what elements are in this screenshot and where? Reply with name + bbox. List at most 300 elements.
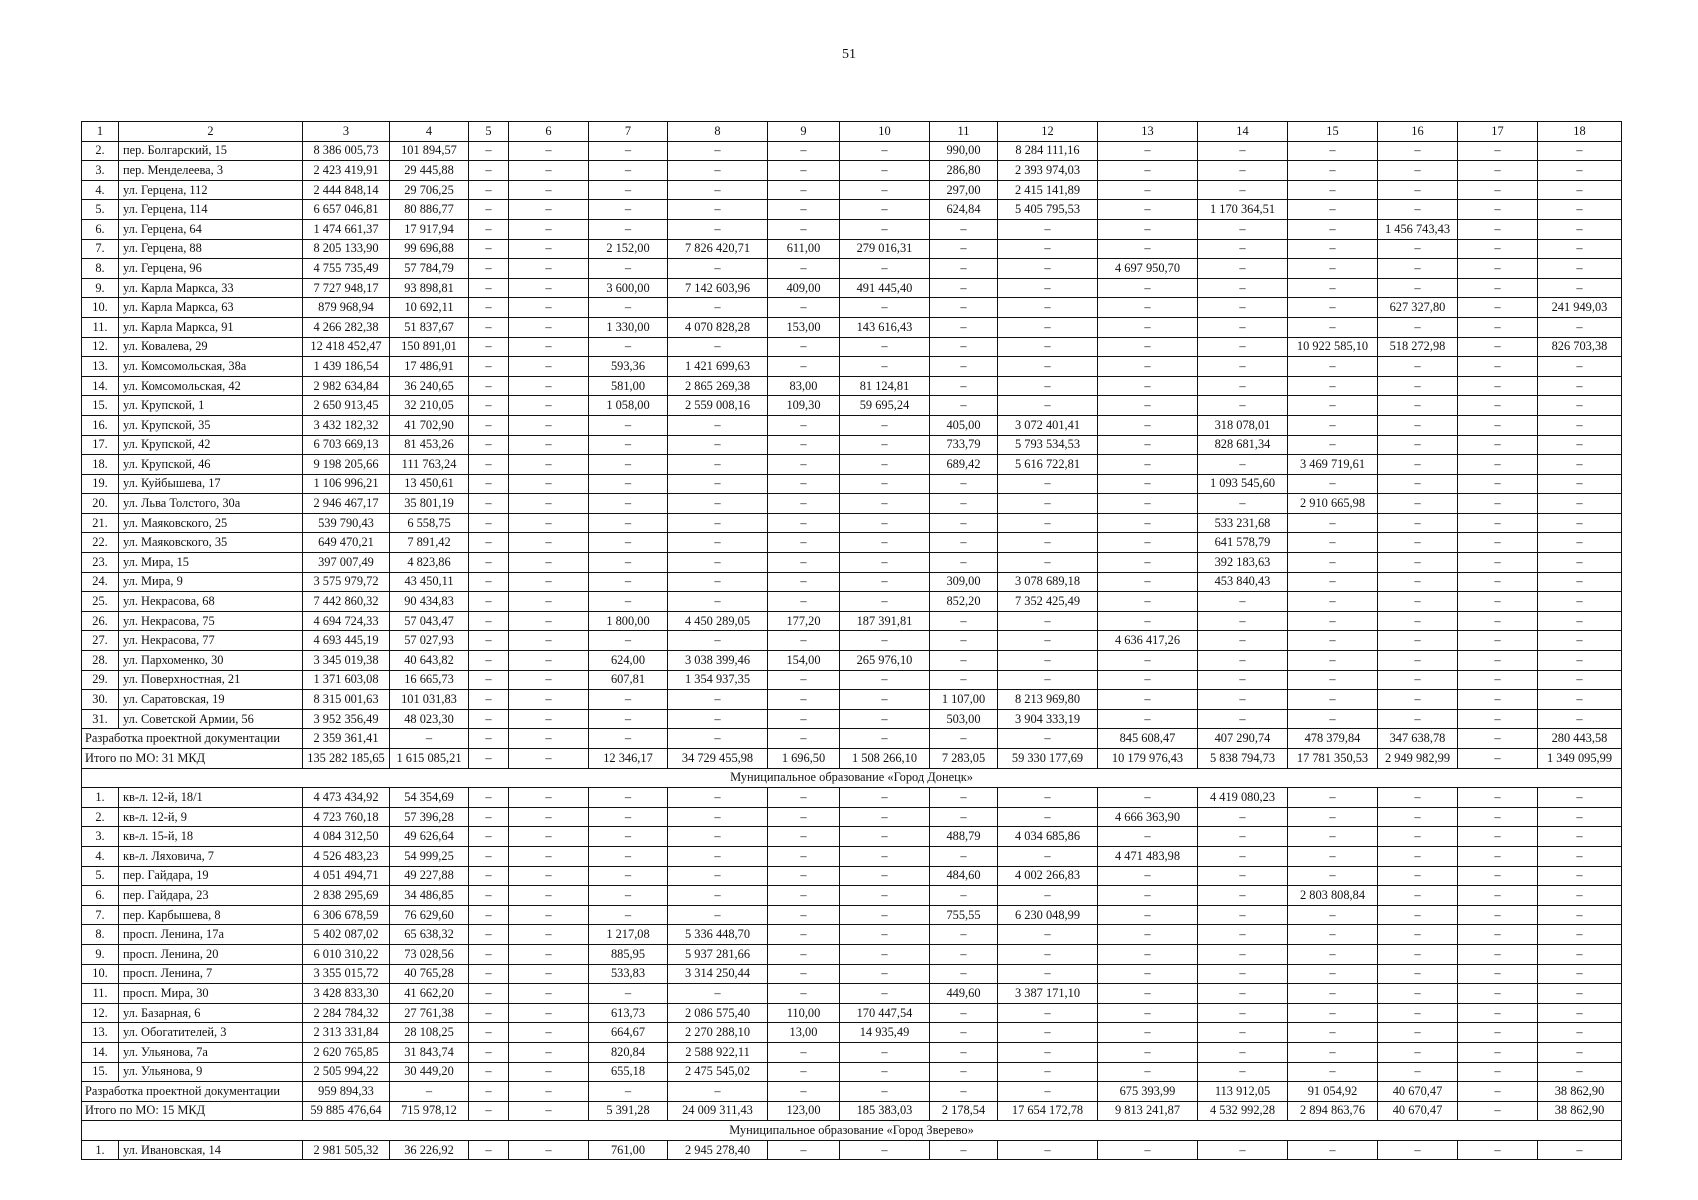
value-cell: – [1378,161,1458,181]
value-cell: 30 449,20 [390,1062,469,1082]
value-cell: – [1288,866,1378,886]
value-cell: – [1098,1023,1198,1043]
value-cell: – [840,886,930,906]
value-cell: – [768,925,840,945]
address-cell: ул. Комсомольская, 38а [119,357,303,377]
value-cell: – [1458,886,1538,906]
value-cell: 4 034 685,86 [998,827,1098,847]
value-cell: – [509,905,589,925]
value-cell: – [1538,376,1622,396]
value-cell: – [1288,239,1378,259]
value-cell: – [589,631,668,651]
table-row [82,807,1622,827]
value-cell: – [1538,200,1622,220]
value-cell: – [1378,592,1458,612]
value-cell: – [1198,611,1288,631]
row-number: 18. [82,455,119,475]
value-cell: – [1538,1062,1622,1082]
value-cell: 29 706,25 [390,180,469,200]
value-cell: – [1098,435,1198,455]
summary-value-cell: – [469,749,509,769]
value-cell: 533,83 [589,964,668,984]
value-cell: – [998,239,1098,259]
value-cell: 297,00 [930,180,998,200]
value-cell: 664,67 [589,1023,668,1043]
value-cell: – [1458,866,1538,886]
value-cell: – [589,259,668,279]
value-cell: – [1538,788,1622,808]
row-number: 17. [82,435,119,455]
value-cell: 607,81 [589,670,668,690]
value-cell: – [589,846,668,866]
value-cell: – [768,337,840,357]
column-number-cell: 6 [509,122,589,142]
value-cell: – [768,1140,840,1160]
value-cell: – [840,1042,930,1062]
value-cell: – [1378,572,1458,592]
value-cell: – [509,944,589,964]
value-cell: – [930,357,998,377]
value-cell: – [1538,161,1622,181]
value-cell: 54 999,25 [390,846,469,866]
value-cell: 28 108,25 [390,1023,469,1043]
value-cell: 6 306 678,59 [303,905,390,925]
value-cell: – [509,572,589,592]
value-cell: – [1538,219,1622,239]
value-cell: – [1538,317,1622,337]
value-cell: – [1288,376,1378,396]
value-cell: – [998,474,1098,494]
value-cell: – [930,670,998,690]
address-cell: ул. Ивановская, 14 [119,1140,303,1160]
value-cell: – [998,376,1098,396]
value-cell: – [768,944,840,964]
value-cell: – [509,1042,589,1062]
summary-value-cell: – [469,1082,509,1102]
summary-row [82,1101,1622,1121]
value-cell: 627 327,80 [1378,298,1458,318]
value-cell: – [1458,161,1538,181]
value-cell: 2 415 141,89 [998,180,1098,200]
value-cell: – [1098,141,1198,161]
value-cell: – [509,200,589,220]
value-cell: – [668,846,768,866]
value-cell: – [1198,278,1288,298]
value-cell: 4 526 483,23 [303,846,390,866]
summary-value-cell: 675 393,99 [1098,1082,1198,1102]
summary-value-cell: 280 443,58 [1538,729,1622,749]
value-cell: – [840,964,930,984]
value-cell: – [1198,1003,1288,1023]
summary-value-cell: 1 508 266,10 [840,749,930,769]
summary-value-cell: – [668,729,768,749]
value-cell: 99 696,88 [390,239,469,259]
value-cell: – [768,533,840,553]
value-cell: – [1458,984,1538,1004]
column-number-cell: 11 [930,122,998,142]
value-cell: – [1538,631,1622,651]
table-row [82,455,1622,475]
value-cell: – [768,866,840,886]
value-cell: – [1288,180,1378,200]
page-number: 51 [842,47,856,62]
table-row [82,944,1622,964]
value-cell: 8 213 969,80 [998,690,1098,710]
address-cell: пер. Карбышева, 8 [119,905,303,925]
value-cell: – [1458,807,1538,827]
value-cell: – [930,494,998,514]
value-cell: 5 616 722,81 [998,455,1098,475]
value-cell: – [930,219,998,239]
value-cell: – [1458,396,1538,416]
table-row [82,631,1622,651]
summary-value-cell: – [930,729,998,749]
value-cell: – [589,807,668,827]
address-cell: ул. Базарная, 6 [119,1003,303,1023]
value-cell: – [1198,396,1288,416]
value-cell: – [668,905,768,925]
value-cell: – [1378,533,1458,553]
value-cell: 7 442 860,32 [303,592,390,612]
value-cell: – [1458,964,1538,984]
value-cell: – [668,337,768,357]
value-cell: 153,00 [768,317,840,337]
value-cell: – [509,298,589,318]
value-cell: 624,84 [930,200,998,220]
value-cell: 2 620 765,85 [303,1042,390,1062]
value-cell: 755,55 [930,905,998,925]
value-cell: – [998,925,1098,945]
value-cell: – [509,925,589,945]
value-cell: 4 084 312,50 [303,827,390,847]
value-cell: – [840,631,930,651]
value-cell: – [1098,592,1198,612]
value-cell: – [768,415,840,435]
value-cell: 5 402 087,02 [303,925,390,945]
value-cell: – [469,298,509,318]
value-cell: – [469,944,509,964]
value-cell: – [840,435,930,455]
value-cell: – [1288,631,1378,651]
value-cell: – [509,592,589,612]
value-cell: – [930,317,998,337]
summary-value-cell: 1 696,50 [768,749,840,769]
value-cell: 3 355 015,72 [303,964,390,984]
value-cell: – [1098,455,1198,475]
value-cell: 3 387 171,10 [998,984,1098,1004]
value-cell: – [1288,984,1378,1004]
value-cell: – [469,846,509,866]
value-cell: – [1098,161,1198,181]
address-cell: ул. Герцена, 88 [119,239,303,259]
value-cell: – [1538,846,1622,866]
value-cell: – [1288,670,1378,690]
value-cell: – [1378,415,1458,435]
value-cell: – [930,1062,998,1082]
value-cell: 27 761,38 [390,1003,469,1023]
value-cell: – [998,944,1098,964]
value-cell: – [668,494,768,514]
address-cell: ул. Крупской, 46 [119,455,303,475]
table-row [82,670,1622,690]
value-cell: 1 107,00 [930,690,998,710]
value-cell: – [1378,259,1458,279]
table-row [82,259,1622,279]
value-cell: 48 023,30 [390,709,469,729]
value-cell: – [930,278,998,298]
column-number-cell: 16 [1378,122,1458,142]
value-cell: – [509,317,589,337]
value-cell: – [840,141,930,161]
row-number: 25. [82,592,119,612]
value-cell: – [1198,239,1288,259]
value-cell: – [1198,141,1288,161]
value-cell: – [509,474,589,494]
value-cell: – [509,670,589,690]
value-cell: 613,73 [589,1003,668,1023]
value-cell: – [1288,357,1378,377]
value-cell: – [1288,259,1378,279]
value-cell: – [1538,807,1622,827]
summary-value-cell: 9 813 241,87 [1098,1101,1198,1121]
value-cell: 13 450,61 [390,474,469,494]
value-cell: – [509,455,589,475]
value-cell: 1 170 364,51 [1198,200,1288,220]
value-cell: – [840,533,930,553]
summary-row [82,729,1622,749]
value-cell: 57 784,79 [390,259,469,279]
value-cell: – [1378,435,1458,455]
value-cell: – [589,592,668,612]
value-cell: – [469,455,509,475]
table-row [82,553,1622,573]
value-cell: – [1458,200,1538,220]
row-number: 4. [82,180,119,200]
value-cell: – [998,788,1098,808]
value-cell: 3 904 333,19 [998,709,1098,729]
address-cell: ул. Герцена, 96 [119,259,303,279]
summary-value-cell: 1 615 085,21 [390,749,469,769]
value-cell: 57 027,93 [390,631,469,651]
value-cell: – [469,415,509,435]
summary-value-cell: 123,00 [768,1101,840,1121]
table-row [82,1003,1622,1023]
value-cell: 57 043,47 [390,611,469,631]
value-cell: – [1098,886,1198,906]
value-cell: – [930,553,998,573]
table-body [82,141,1622,1160]
address-cell: ул. Мира, 9 [119,572,303,592]
value-cell: – [1288,553,1378,573]
value-cell: – [930,631,998,651]
value-cell: 76 629,60 [390,905,469,925]
value-cell: – [840,180,930,200]
value-cell: 733,79 [930,435,998,455]
value-cell: – [589,337,668,357]
value-cell: – [1098,533,1198,553]
value-cell: – [1198,1140,1288,1160]
address-cell: ул. Ковалева, 29 [119,337,303,357]
table-row [82,886,1622,906]
table-row [82,219,1622,239]
value-cell: 1 330,00 [589,317,668,337]
table-row [82,1062,1622,1082]
address-cell: просп. Ленина, 17а [119,925,303,945]
value-cell: – [1288,415,1378,435]
value-cell: 8 315 001,63 [303,690,390,710]
value-cell: – [840,474,930,494]
value-cell: – [1458,357,1538,377]
summary-value-cell: 12 346,17 [589,749,668,769]
value-cell: 3 345 019,38 [303,651,390,671]
value-cell: 309,00 [930,572,998,592]
value-cell: 885,95 [589,944,668,964]
value-cell: – [1458,905,1538,925]
value-cell: 1 474 661,37 [303,219,390,239]
summary-value-cell: 113 912,05 [1198,1082,1288,1102]
value-cell: – [469,474,509,494]
value-cell: – [1458,180,1538,200]
summary-value-cell: 40 670,47 [1378,1101,1458,1121]
table-row [82,376,1622,396]
value-cell: – [509,396,589,416]
value-cell: 83,00 [768,376,840,396]
value-cell: – [589,494,668,514]
value-cell: – [668,161,768,181]
value-cell: – [1098,239,1198,259]
value-cell: – [1458,572,1538,592]
value-cell: 43 450,11 [390,572,469,592]
value-cell: 170 447,54 [840,1003,930,1023]
value-cell: 2 393 974,03 [998,161,1098,181]
row-number: 9. [82,278,119,298]
summary-value-cell: – [1458,749,1538,769]
value-cell: 2 505 994,22 [303,1062,390,1082]
value-cell: – [768,474,840,494]
value-cell: – [840,709,930,729]
value-cell: – [930,337,998,357]
value-cell: – [1288,278,1378,298]
value-cell: – [469,631,509,651]
value-cell: – [668,807,768,827]
value-cell: – [768,357,840,377]
summary-row [82,1082,1622,1102]
value-cell: 49 227,88 [390,866,469,886]
value-cell: – [1288,317,1378,337]
summary-value-cell: – [768,729,840,749]
value-cell: – [668,631,768,651]
value-cell: 2 588 922,11 [668,1042,768,1062]
value-cell: 8 284 111,16 [998,141,1098,161]
value-cell: 80 886,77 [390,200,469,220]
value-cell: – [1198,651,1288,671]
value-cell: 81 453,26 [390,435,469,455]
value-cell: 2 910 665,98 [1288,494,1378,514]
value-cell: – [668,474,768,494]
summary-value-cell: 59 330 177,69 [998,749,1098,769]
row-number: 27. [82,631,119,651]
value-cell: 111 763,24 [390,455,469,475]
value-cell: – [930,259,998,279]
summary-value-cell: 5 391,28 [589,1101,668,1121]
value-cell: 1 439 186,54 [303,357,390,377]
value-cell: – [469,278,509,298]
summary-value-cell: 185 383,03 [840,1101,930,1121]
row-number: 15. [82,1062,119,1082]
value-cell: – [1098,709,1198,729]
value-cell: – [1458,513,1538,533]
value-cell: – [1198,631,1288,651]
address-cell: ул. Ульянова, 9 [119,1062,303,1082]
value-cell: – [998,631,1098,651]
summary-label: Итого по МО: 31 МКД [82,749,303,769]
value-cell: – [1538,513,1622,533]
value-cell: – [469,317,509,337]
table-row [82,592,1622,612]
value-cell: – [589,200,668,220]
value-cell: 14 935,49 [840,1023,930,1043]
summary-value-cell: – [589,1082,668,1102]
address-cell: ул. Некрасова, 77 [119,631,303,651]
value-cell: – [1538,474,1622,494]
value-cell: – [1198,1023,1288,1043]
value-cell: – [1538,278,1622,298]
summary-value-cell: 2 894 863,76 [1288,1101,1378,1121]
value-cell: – [1288,905,1378,925]
value-cell: – [469,1003,509,1023]
address-cell: ул. Маяковского, 35 [119,533,303,553]
value-cell: – [1198,455,1288,475]
value-cell: – [1538,1003,1622,1023]
value-cell: – [509,278,589,298]
value-cell: – [1098,611,1198,631]
summary-value-cell: – [668,1082,768,1102]
row-number: 11. [82,317,119,337]
value-cell: – [998,1023,1098,1043]
value-cell: – [930,513,998,533]
value-cell: 2 475 545,02 [668,1062,768,1082]
value-cell: 41 702,90 [390,415,469,435]
value-cell: – [509,337,589,357]
value-cell: – [840,1140,930,1160]
row-number: 1. [82,1140,119,1160]
value-cell: 90 434,83 [390,592,469,612]
row-number: 15. [82,396,119,416]
summary-value-cell: – [1458,1082,1538,1102]
value-cell: – [768,259,840,279]
value-cell: – [509,357,589,377]
value-cell: – [469,1140,509,1160]
value-cell: – [930,886,998,906]
value-cell: – [1198,592,1288,612]
row-number: 22. [82,533,119,553]
value-cell: – [1538,141,1622,161]
table-row [82,415,1622,435]
value-cell: 488,79 [930,827,998,847]
value-cell: 286,80 [930,161,998,181]
value-cell: 405,00 [930,415,998,435]
value-cell: 1 354 937,35 [668,670,768,690]
value-cell: – [1458,298,1538,318]
table-row [82,611,1622,631]
value-cell: – [1458,239,1538,259]
summary-value-cell: 2 359 361,41 [303,729,390,749]
section-header-row [82,768,1622,788]
value-cell: – [1198,964,1288,984]
value-cell: 409,00 [768,278,840,298]
value-cell: 265 976,10 [840,651,930,671]
value-cell: – [589,474,668,494]
